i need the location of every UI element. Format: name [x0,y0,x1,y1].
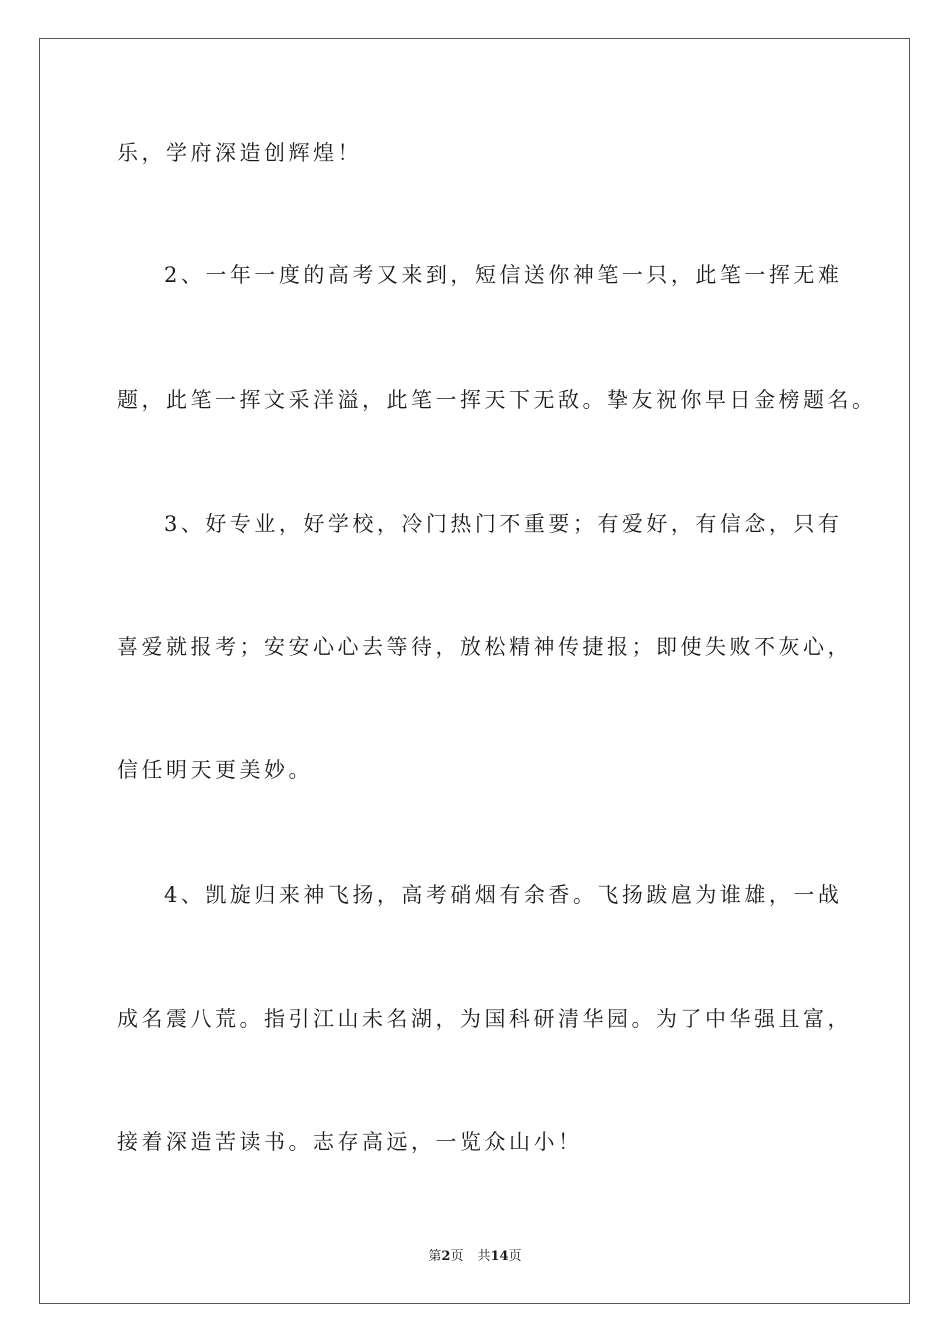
body-line-9: 接着深造苦读书。志存高远，一览众山小！ [117,1130,583,1154]
total-prefix: 共 [477,1249,491,1264]
total-pages: 14 [490,1249,509,1264]
body-line-8: 成名震八荒。指引江山未名湖，为国科研清华园。为了中华强且富， [117,1007,852,1031]
page-footer [0,1248,950,1266]
body-line-7: 4、凯旋归来神飞扬，高考硝烟有余香。飞扬跋扈为谁雄，一战 [164,883,843,907]
total-suffix: 页 [508,1249,522,1264]
body-line-1: 乐，学府深造创辉煌！ [117,141,362,165]
body-line-5: 喜爱就报考；安安心心去等待，放松精神传捷报；即使失败不灰心， [117,635,852,659]
page-border [39,38,910,1304]
body-line-4: 3、好专业，好学校，冷门热门不重要；有爱好，有信念，只有 [164,512,843,536]
page-suffix: 页 [450,1249,464,1264]
page-number: 2 [441,1249,451,1264]
body-line-6: 信任明天更美妙。 [117,758,313,782]
body-line-3: 题，此笔一挥文采洋溢，此笔一挥天下无敌。挚友祝你早日金榜题名。 [117,388,877,412]
body-line-2: 2、一年一度的高考又来到，短信送你神笔一只，此笔一挥无难 [164,263,843,287]
page-prefix: 第 [428,1249,442,1264]
